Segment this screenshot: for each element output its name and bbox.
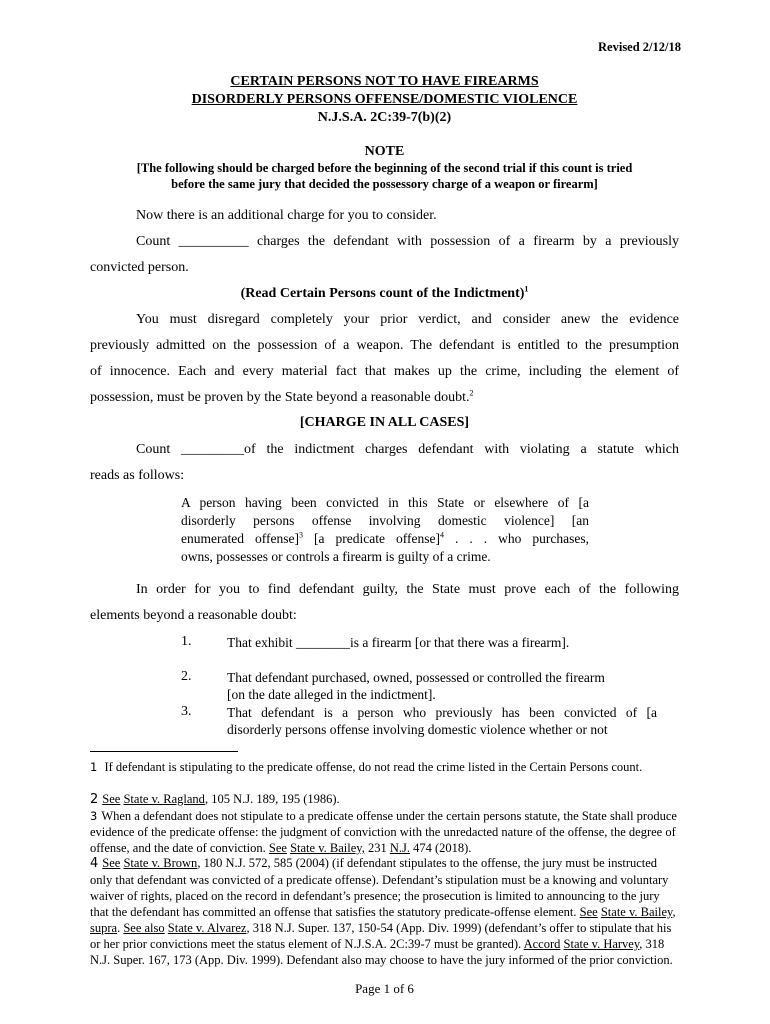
element-number-1: 1.	[181, 634, 192, 649]
paragraph-additional-charge: Now there is an additional charge for you to consider.	[136, 208, 437, 223]
element-text-2-line-1: That defendant purchased, owned, possessed or controlled the firearm	[227, 670, 605, 685]
footnote-3-see: See	[268, 841, 287, 855]
element-text-3-line-2: disorderly persons offense involving domestic violence whether or not	[227, 722, 608, 737]
footnote-1-number: 1	[90, 760, 98, 774]
footnote-ref-4: 4	[439, 530, 444, 540]
footnote-4-number: 4	[90, 856, 99, 871]
charge-all-cases-heading: [CHARGE IN ALL CASES]	[299, 415, 470, 430]
read-indictment-heading	[90, 286, 679, 302]
footnote-2-see: See	[102, 792, 121, 806]
footnote-4-see-2: See	[579, 905, 598, 919]
read-indictment-text: (Read Certain Persons count of the Indictment)	[240, 286, 525, 301]
footnote-2-case: State v. Ragland	[123, 792, 205, 806]
footnote-4-see-also: See also	[123, 921, 165, 935]
quote-predicate: [a predicate offense]	[302, 531, 440, 546]
footnote-4-supra: supra	[90, 921, 118, 935]
paragraph-count-line-1: Count __________ charges the defendant with possession of a firearm by a previously	[136, 234, 679, 249]
statute-quote-line-2: disorderly persons offense involving domestic violence] [an	[181, 513, 589, 528]
page-number: Page 1 of 6	[355, 981, 414, 996]
element-text-1: That exhibit ________is a firearm [or that there was a firearm].	[227, 635, 570, 650]
footnote-4-text-c: , 318 N.J. Super. 137, 150-54 (App. Div. 1999) (defendant’s offer to stipulate that his or her prior convictions meet the status element of N.J.S.A. 2C:39-7 must be granted).	[90, 921, 672, 951]
statute-citation: N.J.S.A. 2C:39-7(b)(2)	[317, 110, 452, 125]
footnote-4-case-4: State v. Harvey	[563, 937, 640, 951]
revision-date: Revised 2/12/18	[598, 40, 681, 54]
footnote-4-case: State v. Brown	[123, 856, 198, 870]
footnote-4-text-d: , 318 N.J. Super. 167, 173 (App. Div. 1999). Defendant also may choose to have the jury informed of the prior conviction.	[90, 937, 673, 967]
note-heading: NOTE	[364, 144, 405, 159]
note-text-line-1: [The following should be charged before the beginning of the second trial if this count is tried	[136, 161, 633, 175]
title-line-1: CERTAIN PERSONS NOT TO HAVE FIREARMS	[230, 74, 539, 89]
footnote-4-case-3: State v. Alvarez	[167, 921, 247, 935]
footnote-3-cite-a: 231	[364, 841, 390, 855]
footnote-3	[90, 808, 679, 856]
note-text-line-2: before the same jury that decided the possessory charge of a weapon or firearm]	[171, 177, 598, 191]
footnote-1-text: If defendant is stipulating to the predicate offense, do not read the crime listed in the Certain Persons count.	[101, 760, 643, 774]
footnote-divider	[90, 751, 238, 752]
footnote-4-case-2: State v. Bailey	[600, 905, 673, 919]
footnote-4-see: See	[102, 856, 121, 870]
element-text-3-line-1: That defendant is a person who previously has been convicted of [a	[227, 705, 657, 720]
footnote-4-comma: ,	[672, 905, 676, 919]
footnote-3-reporter: N.J.	[389, 841, 410, 855]
paragraph-disregard-line-3: of innocence. Each and every material fact that makes up the crime, including the element of	[90, 364, 679, 379]
footnote-4-text-a: , 180 N.J. 572, 585 (2004) (if defendant stipulates to the offense, the jury must be instructed only that defendant was convicted of a predicate offense). Defendant’s stipulation must be a knowing and voluntary waiver of rights, placed on the record in defendant’s presence; the prosecution is limited to announcing to the jury that the defendant has committed an offense that satisfies the statutory predicate-offense element.	[90, 856, 669, 919]
footnote-3-case: State v. Bailey,	[290, 841, 365, 855]
footnote-3-text: When a defendant does not stipulate to a predicate offense under the certain persons statute, the State shall produce evidence of the predicate offense: the judgment of conviction with the unredacted nature of the offense, the degree of offense, and the date of conviction.	[90, 809, 677, 855]
element-number-2: 2.	[181, 669, 192, 684]
paragraph-disregard-line-2: previously admitted on the possession of a weapon. The defendant is entitled to the presumption	[90, 338, 679, 353]
footnote-2-cite: , 105 N.J. 189, 195 (1986).	[204, 792, 340, 806]
disregard-text: possession, must be proven by the State beyond a reasonable doubt.	[90, 390, 470, 405]
statute-quote-line-4: owns, possesses or controls a firearm is guilty of a crime.	[181, 549, 491, 564]
paragraph-disregard-line-1: You must disregard completely your prior verdict, and consider anew the evidence	[136, 312, 679, 327]
paragraph-elements-line-2: elements beyond a reasonable doubt:	[90, 608, 297, 623]
quote-enumerated: enumerated offense]	[181, 531, 299, 546]
footnote-2	[90, 791, 679, 808]
paragraph-disregard-line-4	[90, 390, 679, 406]
footnote-ref-1: 1	[524, 284, 529, 294]
footnote-3-number: 3	[90, 809, 98, 823]
element-number-3: 3.	[181, 704, 192, 719]
footnote-3-cite-b: 474 (2018).	[409, 841, 472, 855]
footnote-4-text-b: .	[117, 921, 124, 935]
paragraph-count-line-2: convicted person.	[90, 260, 189, 275]
paragraph-statute-line-1: Count _________of the indictment charges defendant with violating a statute which	[136, 442, 679, 457]
footnote-1	[90, 759, 679, 775]
element-text-2-line-2: [on the date alleged in the indictment].	[227, 687, 436, 702]
footnote-4	[90, 855, 679, 968]
statute-quote-line-1: A person having been convicted in this State or elsewhere of [a	[181, 495, 589, 510]
footnote-4-accord: Accord	[523, 937, 561, 951]
footnote-ref-3: 3	[298, 530, 303, 540]
paragraph-elements-line-1: In order for you to find defendant guilty, the State must prove each of the following	[136, 582, 679, 597]
footnote-2-number: 2	[90, 792, 99, 807]
footnote-ref-2: 2	[469, 388, 474, 398]
statute-quote-line-3	[181, 530, 589, 548]
paragraph-statute-line-2: reads as follows:	[90, 468, 185, 483]
title-line-2: DISORDERLY PERSONS OFFENSE/DOMESTIC VIOLENCE	[191, 92, 578, 107]
quote-who-purchases: . . . who purchases,	[443, 531, 590, 546]
